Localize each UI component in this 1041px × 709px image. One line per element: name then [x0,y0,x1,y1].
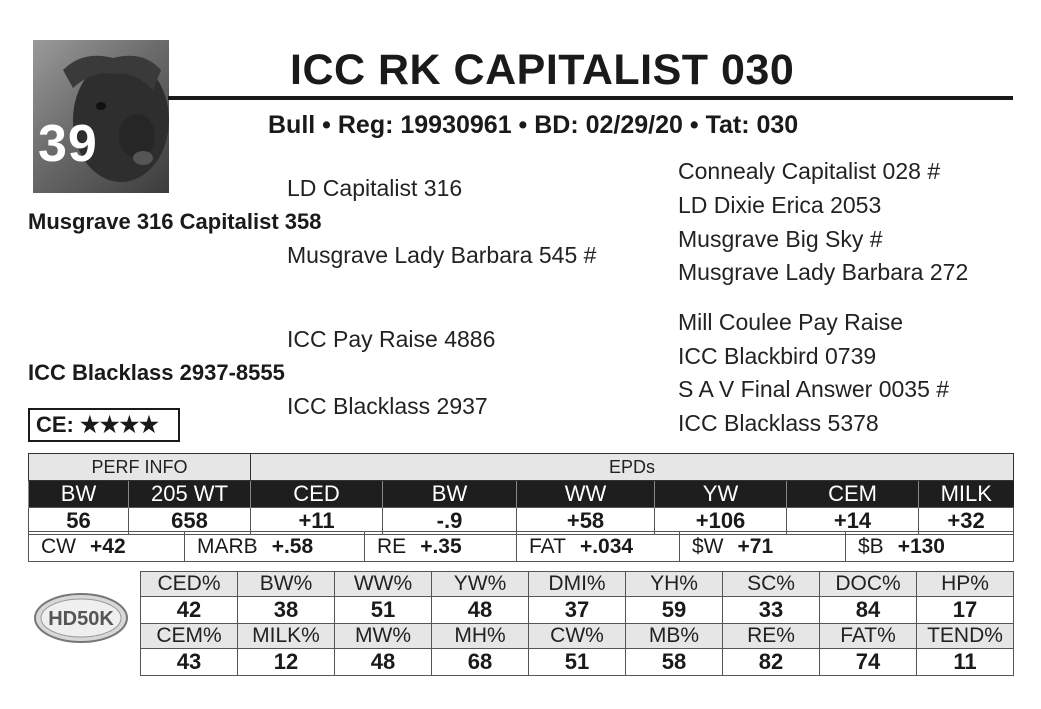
pedigree-sire: Musgrave 316 Capitalist 358 [28,209,322,234]
pedigree-sd: Musgrave Lady Barbara 545 # [287,242,597,268]
gen-value-mb: 58 [626,649,723,676]
gen-label-yh: YH% [626,572,723,597]
pedigree-sss: Connealy Capitalist 028 # [678,158,941,184]
gen-label-ww: WW% [335,572,432,597]
perf-label-bw: BW [29,481,129,508]
gen-label-cw: CW% [529,624,626,649]
pedigree-dam: ICC Blacklass 2937-8555 [28,360,285,385]
gen-label-dmi: DMI% [529,572,626,597]
gen-value-yh: 59 [626,597,723,624]
title-divider [168,96,1013,100]
animal-name: ICC RK CAPITALIST 030 [290,46,795,94]
pedigree-dss: Mill Coulee Pay Raise [678,309,903,335]
pedigree-ddd: ICC Blacklass 5378 [678,410,879,436]
gen-value-yw: 48 [432,597,529,624]
gen-value-mw: 48 [335,649,432,676]
gen-label-milk: MILK% [238,624,335,649]
gen-value-re: 82 [723,649,820,676]
gen-value-tend: 11 [917,649,1014,676]
gen-label-cem: CEM% [141,624,238,649]
gen-value-milk: 12 [238,649,335,676]
gen-label-fat: FAT% [820,624,917,649]
carcass-fat: FAT +.034 [517,532,680,562]
gen-label-sc: SC% [723,572,820,597]
gen-label-hp: HP% [917,572,1014,597]
carcass-w: $W +71 [680,532,846,562]
gen-label-mw: MW% [335,624,432,649]
gen-value-dmi: 37 [529,597,626,624]
gen-value-fat: 74 [820,649,917,676]
carcass-marb: MARB +.58 [185,532,365,562]
carcass-table [28,531,1014,562]
gen-label-mb: MB% [626,624,723,649]
pedigree-sds: Musgrave Big Sky # [678,226,883,252]
gen-label-tend: TEND% [917,624,1014,649]
epds-header: EPDs [251,454,1014,481]
epd-value-yw: +106 [655,508,787,535]
gen-label-yw: YW% [432,572,529,597]
genomics-table [140,571,1014,676]
pedigree-dds: S A V Final Answer 0035 # [678,376,950,402]
pedigree-dsd: ICC Blackbird 0739 [678,343,877,369]
gen-value-sc: 33 [723,597,820,624]
hd50k-logo-text: HD50K [48,608,114,630]
epd-value-bw: -.9 [383,508,517,535]
epd-label-cem: CEM [787,481,919,508]
gen-value-bw: 38 [238,597,335,624]
epd-value-cem: +14 [787,508,919,535]
perf-value-bw: 56 [29,508,129,535]
epd-table [28,453,1014,535]
epd-label-ced: CED [251,481,383,508]
gen-label-doc: DOC% [820,572,917,597]
pedigree-dd: ICC Blacklass 2937 [287,393,488,419]
pedigree-ssd: LD Dixie Erica 2053 [678,192,882,218]
gen-label-bw: BW% [238,572,335,597]
pedigree-ds: ICC Pay Raise 4886 [287,326,496,352]
gen-value-ww: 51 [335,597,432,624]
pedigree-sdd: Musgrave Lady Barbara 272 [678,259,969,285]
gen-label-mh: MH% [432,624,529,649]
gen-label-re: RE% [723,624,820,649]
epd-value-ww: +58 [517,508,655,535]
registration-line: Bull • Reg: 19930961 • BD: 02/29/20 • Tat: 030 [268,111,799,139]
perf-value-205wt: 658 [129,508,251,535]
epd-label-milk: MILK [919,481,1014,508]
epd-value-ced: +11 [251,508,383,535]
epd-label-bw: BW [383,481,517,508]
pedigree-ss: LD Capitalist 316 [287,175,463,201]
epd-value-milk: +32 [919,508,1014,535]
epd-label-yw: YW [655,481,787,508]
hd50k-logo [33,592,129,644]
lot-number: 39 [38,115,98,173]
gen-value-mh: 68 [432,649,529,676]
gen-value-doc: 84 [820,597,917,624]
gen-value-cw: 51 [529,649,626,676]
carcass-cw: CW +42 [29,532,185,562]
carcass-re: RE +.35 [365,532,517,562]
calving-ease-badge: CE: ★★★★ [28,408,180,442]
perf-label-205wt: 205 WT [129,481,251,508]
carcass-b: $B +130 [846,532,1014,562]
perf-info-header: PERF INFO [29,454,251,481]
gen-label-ced: CED% [141,572,238,597]
gen-value-cem: 43 [141,649,238,676]
gen-value-ced: 42 [141,597,238,624]
epd-label-ww: WW [517,481,655,508]
gen-value-hp: 17 [917,597,1014,624]
